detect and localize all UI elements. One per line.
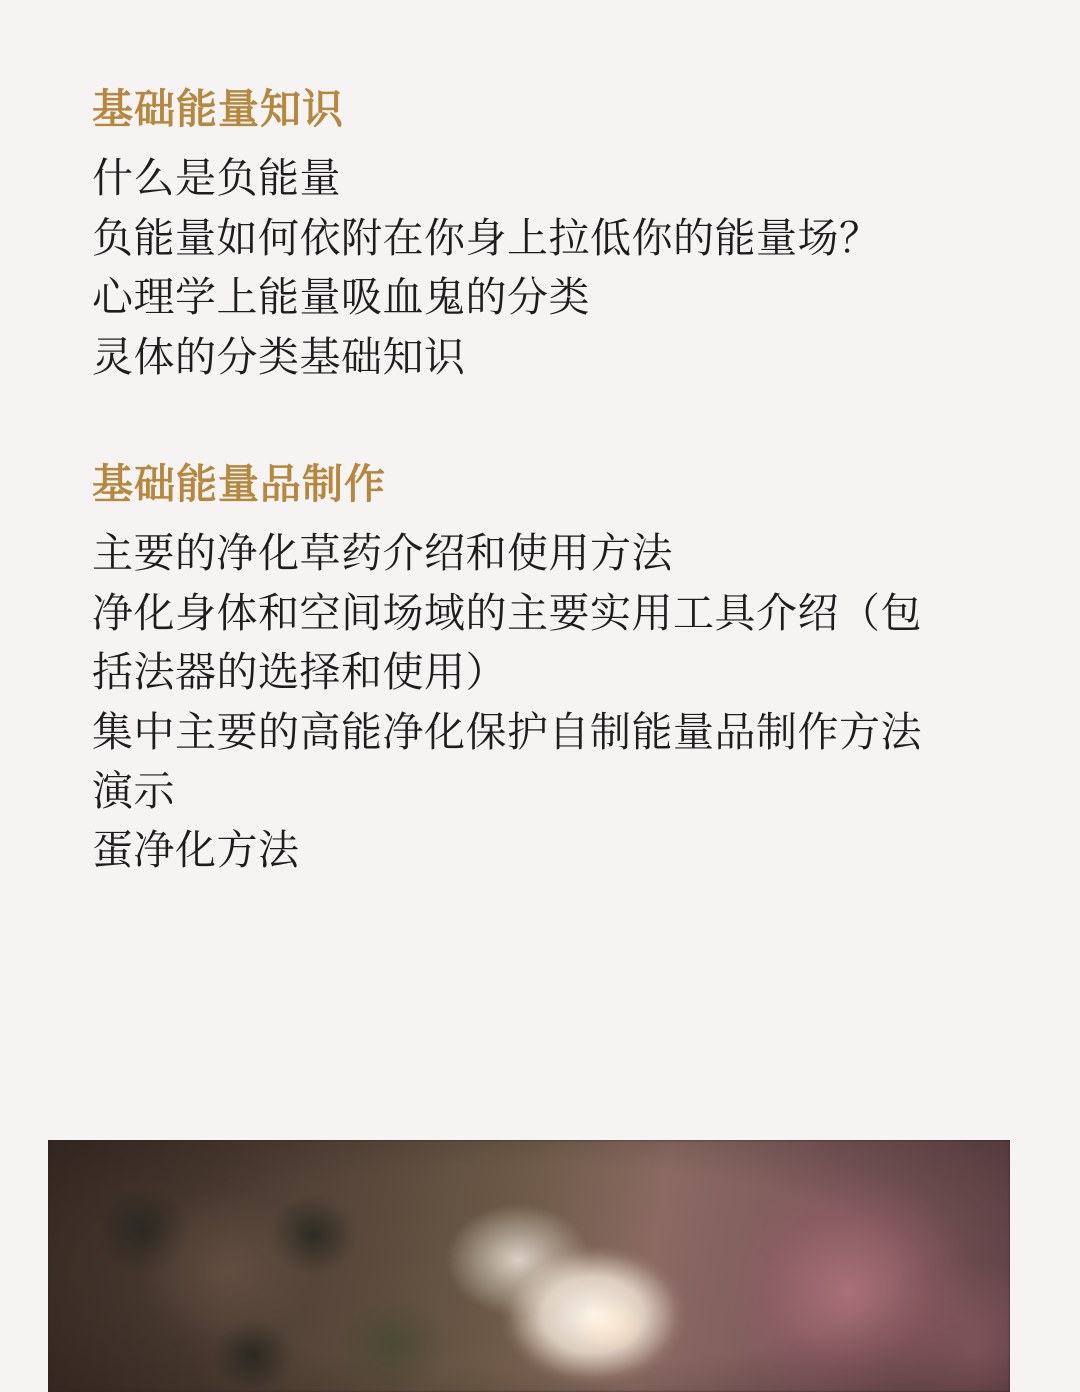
flower-photo (48, 1140, 1010, 1392)
section-2-line-3: 集中主要的高能净化保护自制能量品制作方法演示 (92, 708, 922, 814)
document-content (92, 84, 1020, 881)
section-heading-basic-energy-product-making: 基础能量品制作 (92, 461, 386, 507)
flower-photo-vignette (48, 1140, 1010, 1392)
section-1-line-3: 心理学上能量吸血鬼的分类 (92, 274, 590, 321)
section-1-line-4: 灵体的分类基础知识 (92, 333, 466, 380)
section-1-line-2: 负能量如何依附在你身上拉低你的能量场？ (92, 214, 881, 261)
section-2-line-2: 净化身体和空间场域的主要实用工具介绍（包括法器的选择和使用） (92, 589, 922, 696)
section-1-line-1: 什么是负能量 (92, 155, 341, 202)
section-heading-basic-energy-knowledge: 基础能量知识 (92, 86, 344, 132)
section-2-line-4: 蛋净化方法 (92, 827, 300, 874)
section-spacer (92, 387, 1020, 459)
section-2-line-1: 主要的净化草药介绍和使用方法 (92, 530, 673, 577)
